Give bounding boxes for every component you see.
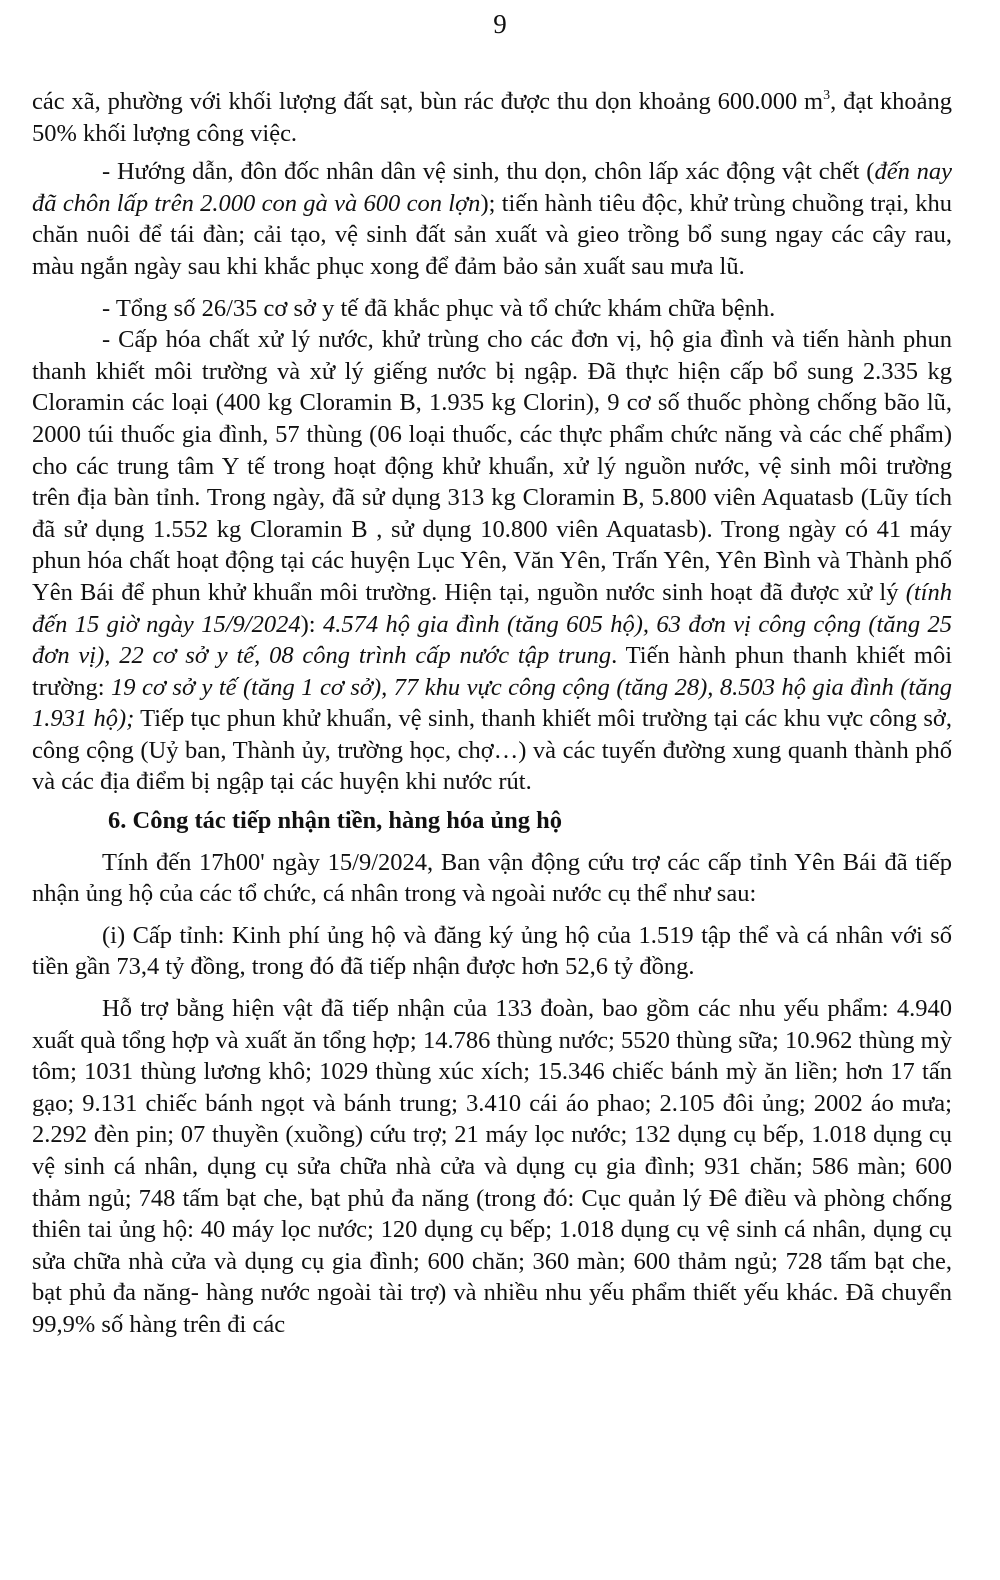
paragraph-continuation: các xã, phường với khối lượng đất sạt, bùn rác được thu dọn khoảng 600.000 $m^3$, đạt khoảng 50% khối lượng công việc. bbox=[32, 88, 952, 147]
paragraph-health-facilities: - Tổng số 26/35 cơ sở y tế đã khắc phục và tổ chức khám chữa bệnh. bbox=[102, 294, 776, 322]
document-body bbox=[32, 86, 952, 1341]
paragraph-water-treatment: - Cấp hóa chất xử lý nước, khử trùng cho các đơn vị, hộ gia đình và tiến hành phun thanh khiết môi trường và xử lý giếng nước bị ngập. Đã thực hiện cấp bổ sung 2.335 kg Cloramin các loại (400 kg Cloramin B, 1.935 kg Clorin), 9 cơ số thuốc phòng chống bão lũ, 2000 túi thuốc gia đình, 57 thùng (06 loại thuốc, các thực phẩm chức năng và các chế phẩm) cho các trung tâm Y tế trong hoạt động khử khuẩn, xử lý nguồn nước, vệ sinh môi trường trên địa bàn tỉnh. Trong ngày, đã sử dụng 313 kg Cloramin B, 5.800 viên Aquatasb (Lũy tích đã sử dụng 1.552 kg Cloramin B , sử dụng 10.800 viên Aquatasb). Trong ngày có 41 máy phun hóa chất hoạt động tại các huyện Lục Yên, Văn Yên, Trấn Yên, Yên Bình và Thành phố Yên Bái để phun khử khuẩn môi trường. Hiện tại, nguồn nước sinh hoạt đã được xử lý (tính đến 15 giờ ngày 15/9/2024): 4.574 hộ gia đình (tăng 605 hộ), 63 đơn vị công cộng (tăng 25 đơn vị), 22 cơ sở y tế, 08 công trình cấp nước tập trung. Tiến hành phun thanh khiết môi trường: 19 cơ sở y tế (tăng 1 cơ sở), 77 khu vực công cộng (tăng 28), 8.503 hộ gia đình (tăng 1.931 hộ); Tiếp tục phun khử khuẩn, vệ sinh, thanh khiết môi trường tại các khu vực công sở, công cộng (Uỷ ban, Thành ủy, trường học, chợ…) và các tuyến đường xung quanh thành phố và các địa điểm bị ngập tại các huyện khi nước rút. bbox=[32, 326, 952, 796]
superscript-exponent: 3 bbox=[823, 88, 831, 103]
section-heading: 6. Công tác tiếp nhận tiền, hàng hóa ủng hộ bbox=[108, 807, 563, 835]
page-number: 9 bbox=[493, 9, 507, 39]
paragraph-donations-intro: Tính đến 17h00' ngày 15/9/2024, Ban vận động cứu trợ các cấp tỉnh Yên Bái đã tiếp nhận ủng hộ của các tổ chức, cá nhân trong và ngoài nước cụ thể như sau: bbox=[32, 848, 952, 908]
paragraph-in-kind-support: Hỗ trợ bằng hiện vật đã tiếp nhận của 133 đoàn, bao gồm các nhu yếu phẩm: 4.940 xuất quà tổng hợp và xuất ăn tổng hợp; 14.786 thùng nước; 5520 thùng sữa; 10.962 thùng mỳ tôm; 1031 thùng lương khô; 1029 thùng xúc xích; 15.346 chiếc bánh mỳ ăn liền; hơn 17 tấn gạo; 9.131 chiếc bánh ngọt và bánh trung; 3.410 cái áo phao; 2.105 đôi ủng; 2002 áo mưa; 2.292 đèn pin; 07 thuyền (xuồng) cứu trợ; 21 máy lọc nước; 132 dụng cụ bếp, 1.018 dụng cụ vệ sinh cá nhân, dụng cụ sửa chữa nhà cửa và dụng cụ gia đình; 931 chăn; 586 màn; 600 thảm ngủ; 748 tấm bạt che, bạt phủ đa năng (trong đó: Cục quản lý Đê điều và phòng chống thiên tai ủng hộ: 40 máy lọc nước; 120 dụng cụ bếp; 1.018 dụng cụ vệ sinh cá nhân, dụng cụ sửa chữa nhà cửa và dụng cụ gia đình; 600 chăn; 360 màn; 600 thảm ngủ; 728 tấm bạt che, bạt phủ đa năng- hàng nước ngoài tài trợ) và nhiều nhu yếu phẩm thiết yếu khác. Đã chuyển 99,9% số hàng trên đi các bbox=[32, 995, 952, 1338]
paragraph-provincial-funds: (i) Cấp tỉnh: Kinh phí ủng hộ và đăng ký ủng hộ của 1.519 tập thể và cá nhân với số tiền gần 73,4 tỷ đồng, trong đó đã tiếp nhận được hơn 52,6 tỷ đồng. bbox=[32, 921, 952, 981]
paragraph-animal-disposal: - Hướng dẫn, đôn đốc nhân dân vệ sinh, thu dọn, chôn lấp xác động vật chết (đến nay đã chôn lấp trên 2.000 con gà và 600 con lợn); tiến hành tiêu độc, khử trùng chuồng trại, khu chăn nuôi để tái đàn; cải tạo, vệ sinh đất sản xuất và gieo trồng bổ sung ngay các cây rau, màu ngắn ngày sau khi khắc phục xong để đảm bảo sản xuất sau mưa lũ. bbox=[32, 158, 952, 280]
